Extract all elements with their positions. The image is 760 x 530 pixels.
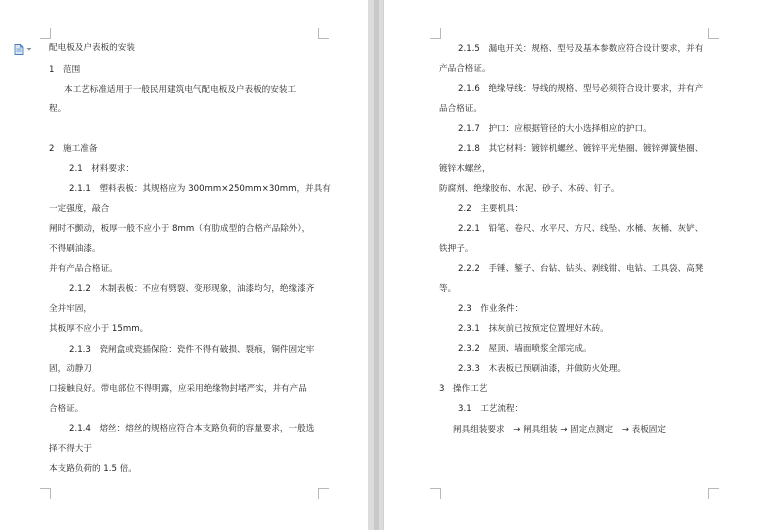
paragraph-line: 2.3.1 抹灰前已按预定位置埋好木砖。 xyxy=(458,324,609,334)
paragraph-line: 固，动静刀 xyxy=(49,364,92,374)
section-heading: 1 范围 xyxy=(49,65,81,75)
paragraph-line: 防腐剂、绝缘胶布、水泥、砂子、木砖、钉子。 xyxy=(439,184,620,194)
subsection-heading: 2.3 作业条件： xyxy=(458,304,524,314)
crop-mark xyxy=(318,28,329,39)
crop-mark xyxy=(318,488,329,499)
paragraph-line: 并有产品合格证。 xyxy=(49,264,118,274)
document-page-right xyxy=(384,0,760,530)
paragraph-line: 等。 xyxy=(439,284,457,294)
paragraph-line: 2.3.3 木表板已预刷油漆，并做防火处理。 xyxy=(458,364,626,374)
crop-mark xyxy=(708,28,719,39)
chevron-down-icon xyxy=(26,46,32,52)
paragraph-line: 2.1.4 熔丝：熔丝的规格应符合本支路负荷的容量要求，一般选 xyxy=(69,424,315,434)
paragraph-line: 闸时不颤动，板厚一般不应小于 8mm（有肋成型的合格产品除外）， xyxy=(49,224,311,234)
paragraph-line: 一定强度，敲合 xyxy=(49,204,110,214)
document-page-left xyxy=(0,0,368,530)
subsection-heading: 3.1 工艺流程： xyxy=(458,404,524,414)
document-outline-button[interactable] xyxy=(14,44,36,54)
section-heading: 2 施工准备 xyxy=(49,144,98,154)
subsection-heading: 2.2 主要机具： xyxy=(458,204,524,214)
paragraph-line: 2.1.5 漏电开关：规格、型号及基本参数应符合设计要求，并有 xyxy=(458,44,704,54)
crop-mark xyxy=(430,488,441,499)
crop-mark xyxy=(708,488,719,499)
paragraph-line: 2.3.2 屋顶、墙面喷浆全部完成。 xyxy=(458,344,592,354)
document-icon xyxy=(14,44,24,55)
paragraph-line: 镀锌木螺丝， xyxy=(439,164,491,174)
paragraph-line: 口接触良好。带电部位不得明露，应采用绝缘物封堵严实，并有产品 xyxy=(49,384,307,394)
crop-mark xyxy=(40,28,51,39)
paragraph-line: 2.2.2 手锤、錾子、台钻、钻头、剥线钳、电钻、工具袋、高凳 xyxy=(458,264,704,274)
crop-mark xyxy=(40,488,51,499)
subsection-heading: 2.1 材料要求： xyxy=(69,164,135,174)
paragraph-line: 2.1.1 塑料表板：其规格应为 300mm×250mm×30mm，并具有 xyxy=(69,184,331,194)
paragraph-line: 铁押子。 xyxy=(439,244,474,254)
paragraph-line: 2.1.8 其它材料：镀锌机螺丝、镀锌平光垫圈、镀锌弹簧垫圈、 xyxy=(458,144,704,154)
paragraph-line: 本工艺标准适用于一般民用建筑电气配电板及户表板的安装工 xyxy=(64,85,297,95)
page-divider xyxy=(374,0,379,530)
paragraph-line: 全并牢固， xyxy=(49,304,92,314)
paragraph-line: 本支路负荷的 1.5 倍。 xyxy=(49,464,137,474)
paragraph-line: 2.1.7 护口：应根据管径的大小选择相应的护口。 xyxy=(458,124,652,134)
paragraph-line: 不得刷油漆。 xyxy=(49,244,101,254)
paragraph-line: 2.2.1 铅笔、卷尺、水平尺、方尺、线坠、水桶、灰桶、灰铲、 xyxy=(458,224,704,234)
process-flow: 闸具组装要求 → 闸具组装 → 固定点测定 → 表板固定 xyxy=(453,425,666,435)
paragraph-line: 品合格证。 xyxy=(439,104,482,114)
paragraph-line: 程。 xyxy=(49,104,67,114)
paragraph-line: 其板厚不应小于 15mm。 xyxy=(49,324,149,334)
paragraph-line: 合格证。 xyxy=(49,404,84,414)
paragraph-line: 产品合格证。 xyxy=(439,64,491,74)
section-heading: 3 操作工艺 xyxy=(439,384,488,394)
paragraph-line: 2.1.3 瓷闸盒或瓷插保险：瓷件不得有破损、裂痕，铜件固定牢 xyxy=(69,345,315,355)
document-heading: 配电板及户表板的安装 xyxy=(49,43,135,53)
paragraph-line: 2.1.2 木制表板：不应有劈裂、变形现象，油漆均匀，绝缘漆齐 xyxy=(69,284,315,294)
paragraph-line: 2.1.6 绝缘导线：导线的规格、型号必须符合设计要求，并有产 xyxy=(458,84,704,94)
paragraph-line: 择不得大于 xyxy=(49,444,92,454)
crop-mark xyxy=(430,28,441,39)
